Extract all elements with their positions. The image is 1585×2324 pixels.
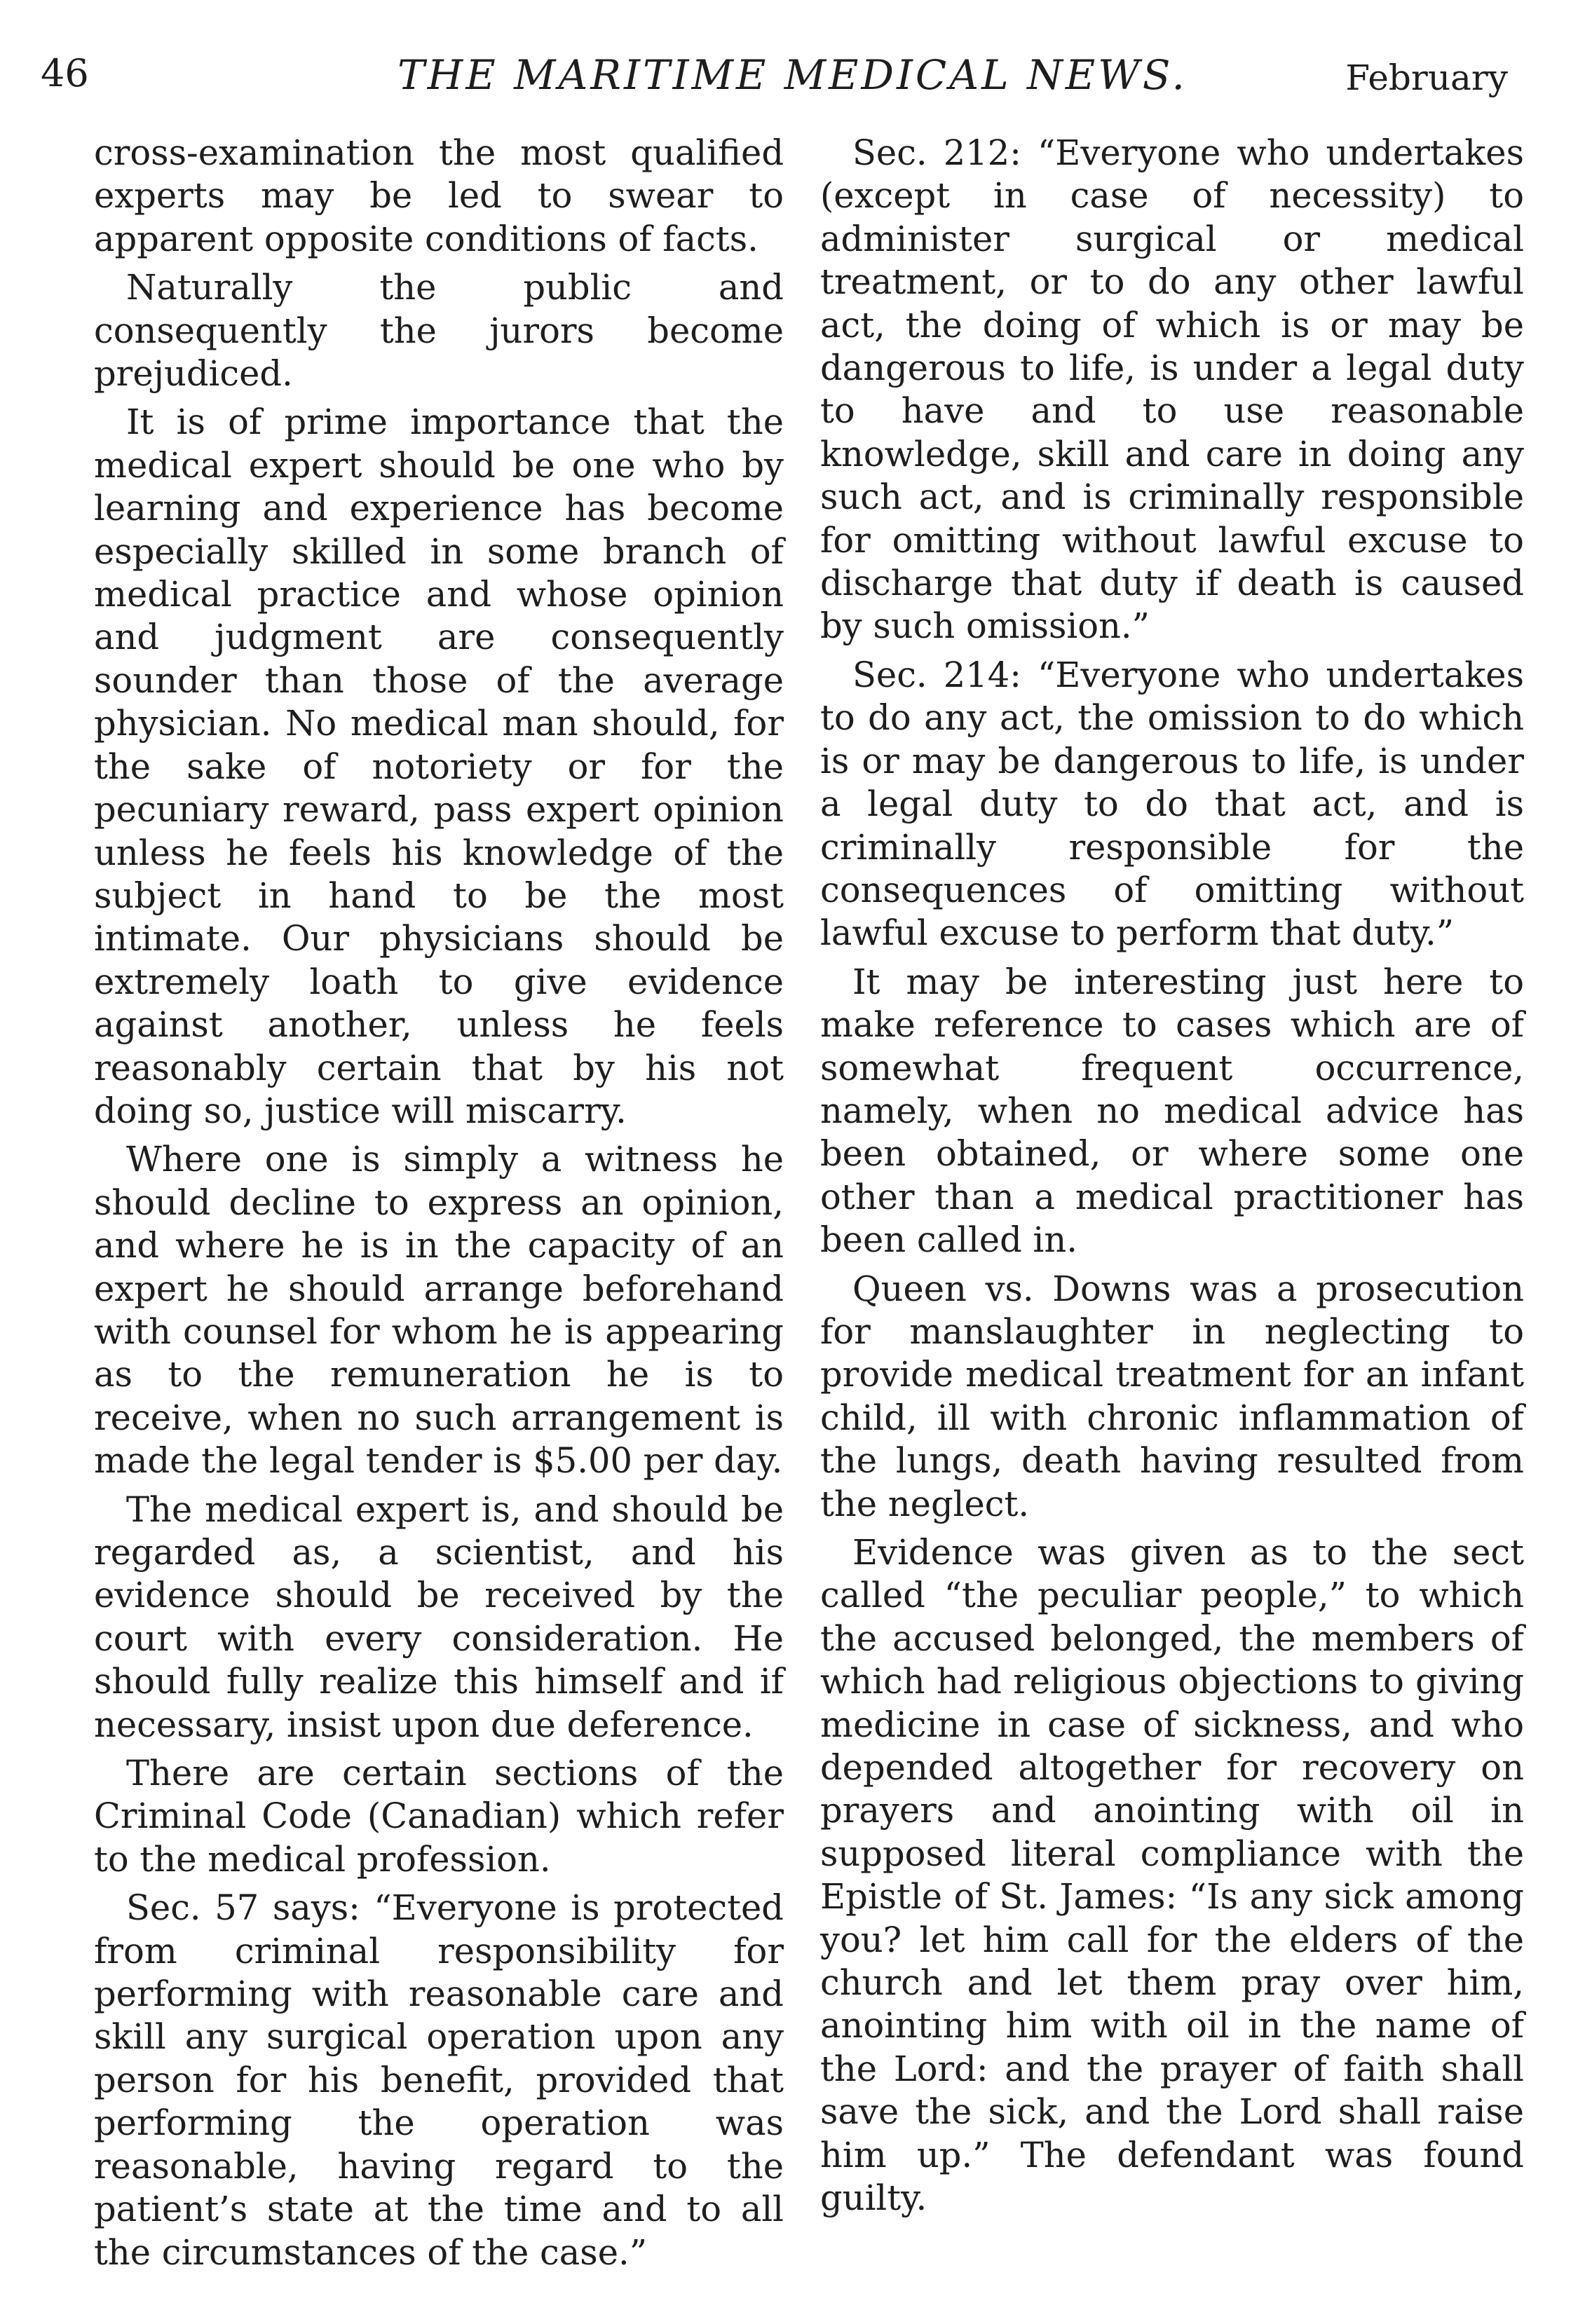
- issue-month: February: [1345, 57, 1508, 98]
- paragraph: It is of prime importance that the medical expert should be one who by learning and experience has become especially skilled in some branch of medical practice and whose opinion and judgment are consequently sounder than those of the average physician. No medical man should, for the sake of notoriety or for the pecuniary reward, pass expert opinion unless he feels his knowledge of the subject in hand to be the most intimate. Our physicians should be extremely loath to give evidence against another, unless he feels reasonably certain that by his not doing so, justice will miscarry.: [94, 402, 784, 1131]
- paragraph: Evidence was given as to the sect called “the peculiar people,” to which the accused belonged, the members of which had religious objections to giving medicine in case of sickness, and who depended altogether for recovery on prayers and anointing with oil in supposed literal compliance with the Epistle of St. James: “Is any sick among you? let him call for the elders of the church and let them pray over him, anointing him with oil in the name of the Lord: and the prayer of faith shall save the sick, and the Lord shall raise him up.” The defendant was found guilty.: [820, 1532, 1524, 2219]
- right-column: [820, 132, 1524, 2226]
- paragraph: There are certain sections of the Criminal Code (Canadian) which refer to the medical profession.: [94, 1753, 784, 1880]
- paragraph: Queen vs. Downs was a prosecution for manslaughter in neglecting to provide medical treatment for an infant child, ill with chronic inflammation of the lungs, death having resulted from the neglect.: [820, 1268, 1524, 1524]
- journal-title: THE MARITIME MEDICAL NEWS.: [397, 51, 1188, 99]
- paragraph: Sec. 214: “Everyone who undertakes to do any act, the omission to do which is or may be dangerous to life, is under a legal duty to do that act, and is criminally responsible for the consequences of omitting without lawful excuse to perform that duty.”: [820, 654, 1524, 954]
- paragraph: cross-examination the most qualified experts may be led to swear to apparent opposite conditions of facts.: [94, 132, 784, 259]
- paragraph: The medical expert is, and should be regarded as, a scientist, and his evidence should be received by the court with every consideration. He should fully realize this himself and if necessary, insist upon due deference.: [94, 1489, 784, 1745]
- paragraph: Naturally the public and consequently the jurors become prejudiced.: [94, 267, 784, 395]
- page-header: [0, 51, 1585, 118]
- page-number: 46: [41, 51, 89, 95]
- paragraph: Sec. 57 says: “Everyone is protected from criminal responsibility for performing with reasonable care and skill any surgical operation upon any person for his benefit, provided that performing the operation was reasonable, having regard to the patient’s state at the time and to all the circumstances of the case.”: [94, 1887, 784, 2273]
- paragraph: It may be interesting just here to make reference to cases which are of somewhat frequent occurrence, namely, when no medical advice has been obtained, or where some one other than a medical practitioner has been called in.: [820, 961, 1524, 1261]
- left-column: [94, 132, 784, 2280]
- paragraph: Sec. 212: “Everyone who undertakes (except in case of necessity) to administer surgical or medical treatment, or to do any other lawful act, the doing of which is or may be dangerous to life, is under a legal duty to have and to use reasonable knowledge, skill and care in doing any such act, and is criminally responsible for omitting without lawful excuse to discharge that duty if death is caused by such omission.”: [820, 132, 1524, 647]
- paragraph: Where one is simply a witness he should decline to express an opinion, and where he is in the capacity of an expert he should arrange beforehand with counsel for whom he is appearing as to the remuneration he is to receive, when no such arrangement is made the legal tender is $5.00 per day.: [94, 1139, 784, 1482]
